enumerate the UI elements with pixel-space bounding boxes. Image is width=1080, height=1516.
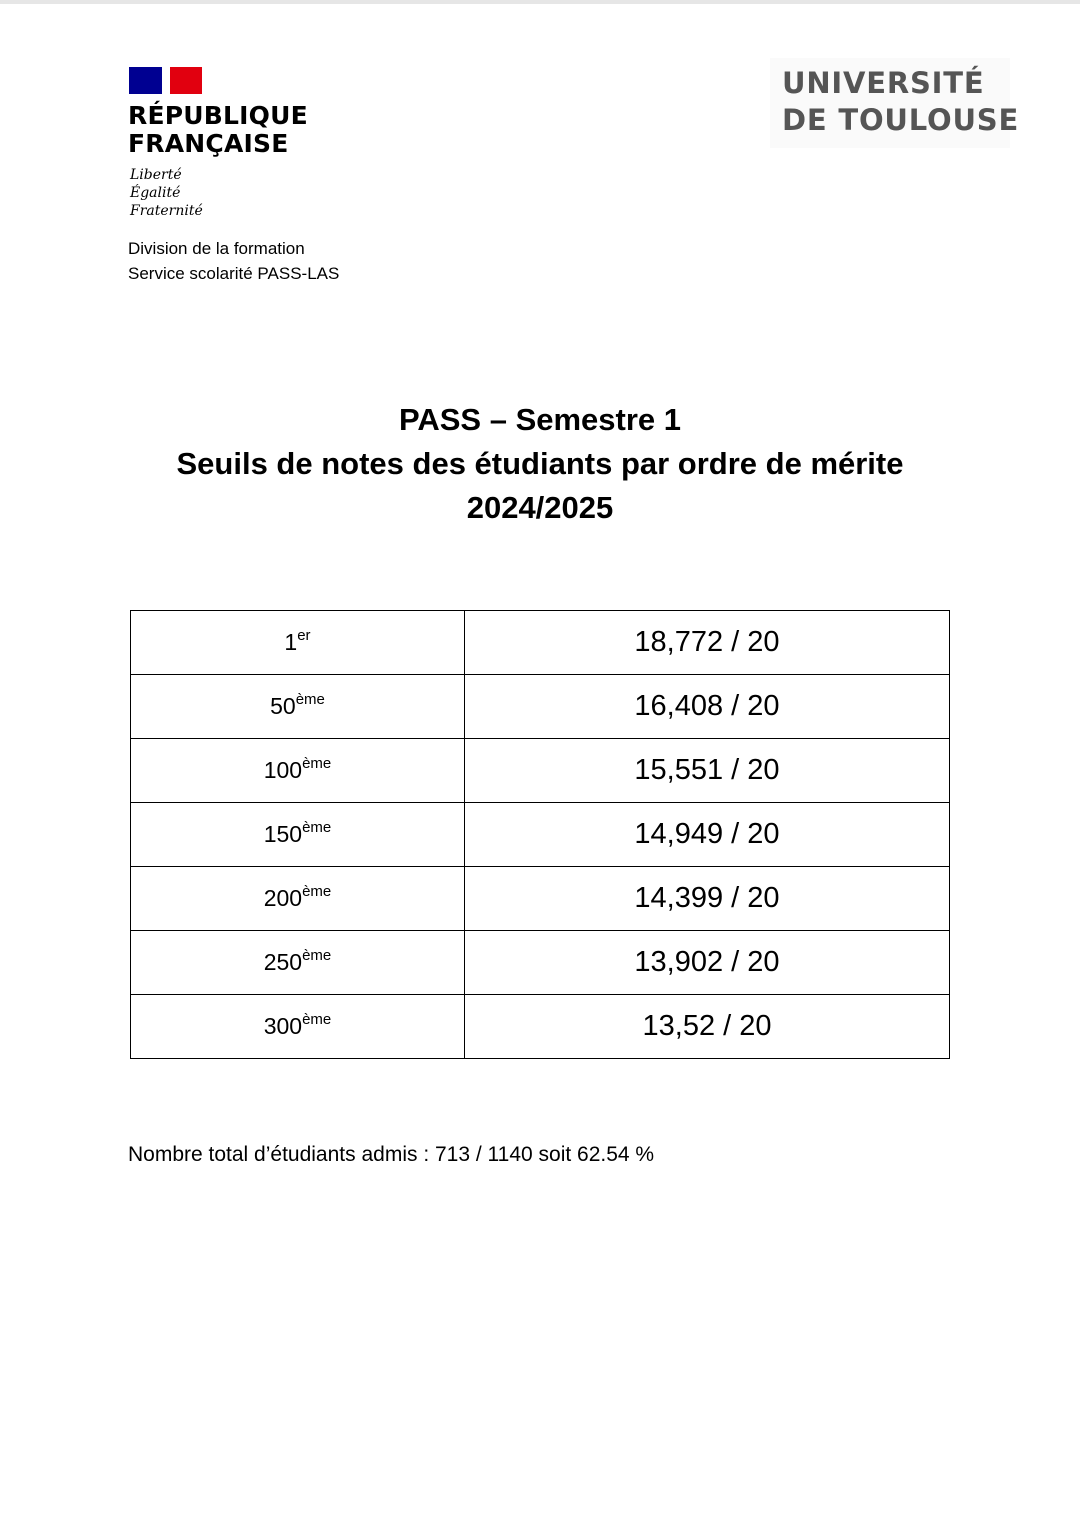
- score-cell: 16,408 / 20: [465, 675, 950, 739]
- rank-number: 50: [270, 693, 296, 719]
- table-row: [131, 803, 950, 867]
- table-row: [131, 995, 950, 1059]
- grade-thresholds-table: [130, 610, 950, 1059]
- republique-line: RÉPUBLIQUE: [128, 101, 308, 130]
- division-label: Division de la formation: [128, 239, 305, 258]
- rank-cell: [131, 995, 465, 1059]
- motto-liberte: Liberté: [130, 167, 182, 183]
- rank-cell: [131, 739, 465, 803]
- motto-egalite: Égalité: [130, 185, 181, 201]
- universite-de-toulouse-logo: [770, 58, 1020, 148]
- rank-number: 300: [263, 1013, 303, 1039]
- marianne-logo-icon: [129, 67, 202, 94]
- motto-fraternite: Fraternité: [130, 203, 203, 219]
- table-row: [131, 675, 950, 739]
- score-cell: 15,551 / 20: [465, 739, 950, 803]
- service-label: Service scolarité PASS-LAS: [128, 264, 340, 283]
- rank-suffix: ème: [302, 819, 332, 836]
- rank-number: 200: [263, 885, 303, 911]
- score-cell: 13,902 / 20: [465, 931, 950, 995]
- title-line-1: PASS – Semestre 1: [398, 402, 682, 437]
- table-row: [131, 611, 950, 675]
- rank-suffix: ème: [302, 947, 332, 964]
- rank-suffix: ème: [302, 883, 332, 900]
- rank-cell: [131, 803, 465, 867]
- rank-number: 100: [263, 757, 303, 783]
- rank-suffix: er: [297, 627, 311, 644]
- rank-cell: [131, 611, 465, 675]
- university-line-1: UNIVERSITÉ: [782, 66, 985, 100]
- rank-number: 250: [263, 949, 303, 975]
- score-cell: 13,52 / 20: [465, 995, 950, 1059]
- title-line-3: 2024/2025: [466, 490, 614, 525]
- republic-motto: [130, 166, 203, 220]
- score-cell: 14,949 / 20: [465, 803, 950, 867]
- rank-number: 150: [263, 821, 303, 847]
- table-row: [131, 867, 950, 931]
- document-title: [0, 398, 1080, 530]
- top-edge-strip: [0, 0, 1080, 4]
- rank-suffix: ème: [302, 755, 332, 772]
- total-admitted-summary: Nombre total d’étudiants admis : 713 / 1140 soit 62.54 %: [128, 1143, 655, 1166]
- table-row: [131, 739, 950, 803]
- republique-francaise-wordmark: [128, 102, 308, 158]
- university-line-2: DE TOULOUSE: [782, 103, 1020, 137]
- francaise-line: FRANÇAISE: [128, 129, 289, 158]
- issuing-department: [128, 236, 339, 286]
- title-line-2: Seuils de notes des étudiants par ordre de mérite: [176, 446, 904, 481]
- rank-suffix: ème: [302, 1011, 332, 1028]
- score-cell: 18,772 / 20: [465, 611, 950, 675]
- rank-cell: [131, 675, 465, 739]
- rank-cell: [131, 931, 465, 995]
- score-cell: 14,399 / 20: [465, 867, 950, 931]
- rank-number: 1: [284, 629, 298, 655]
- rank-suffix: ème: [295, 691, 325, 708]
- rank-cell: [131, 867, 465, 931]
- table-row: [131, 931, 950, 995]
